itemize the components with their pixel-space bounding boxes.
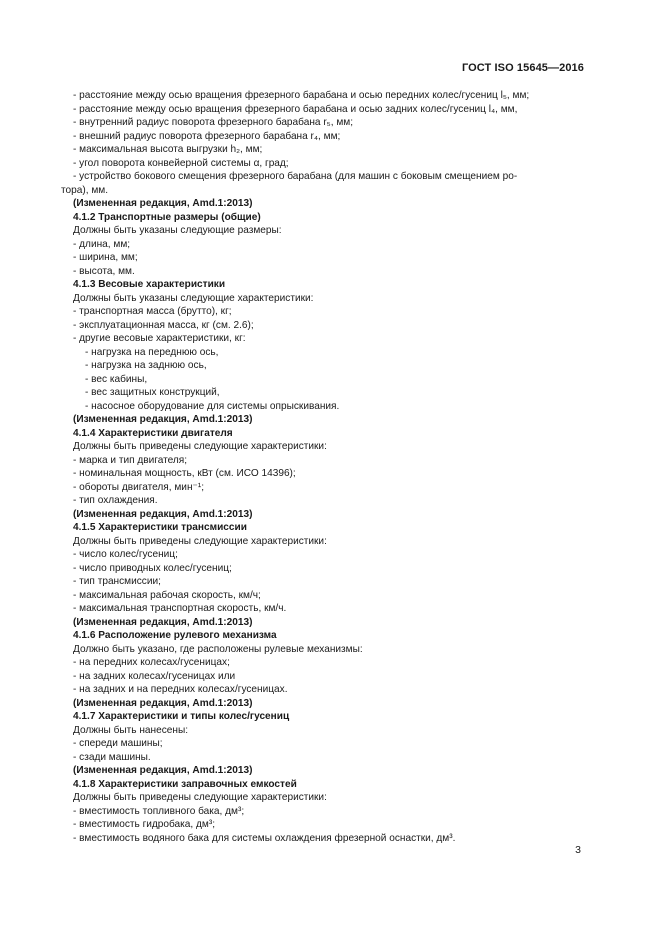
list-item: - угол поворота конвейерной системы α, град; [61,157,584,171]
list-item: - на задних колесах/гусеницах или [61,670,584,684]
list-item: - сзади машины. [61,751,584,765]
section-heading: 4.1.6 Расположение рулевого механизма [73,630,277,641]
list-item: - высота, мм. [61,265,584,279]
paragraph: Должно быть указано, где расположены рулевые механизмы: [73,643,363,655]
list-item: - внутренний радиус поворота фрезерного барабана r₅, мм; [61,116,584,130]
list-item: - расстояние между осью вращения фрезерного барабана и осью задних колес/гусениц l₄, мм, [61,103,584,117]
sub-list-item: - вес кабины, [61,373,584,387]
list-item: - вместимость гидробака, дм³; [61,818,584,832]
list-item: - максимальная высота выгрузки h₂, мм; [61,143,584,157]
section-heading: (Измененная редакция, Amd.1:2013) [73,616,253,628]
list-item: - спереди машины; [61,737,584,751]
sub-list-item: - насосное оборудование для системы опрыскивания. [61,400,584,414]
paragraph: Должны быть указаны следующие размеры: [73,225,282,236]
list-item: - марка и тип двигателя; [61,454,584,468]
list-item: - устройство бокового смещения фрезерного барабана (для машин с боковым смещением ро- [61,170,584,184]
paragraph: Должны быть приведены следующие характеристики: [73,535,327,547]
list-item: - обороты двигателя, мин⁻¹; [61,481,584,495]
section-heading: 4.1.8 Характеристики заправочных емкостей [73,778,297,790]
continuation-line: тора), мм. [61,184,109,196]
list-item: - тип трансмиссии; [61,575,584,589]
section-heading: (Измененная редакция, Amd.1:2013) [73,697,253,709]
list-item: - число приводных колес/гусениц; [61,562,584,576]
paragraph: Должны быть приведены следующие характеристики: [73,441,327,452]
list-item: - число колес/гусениц; [61,548,584,562]
list-item: - на передних колесах/гусеницах; [61,656,584,670]
section-heading: (Измененная редакция, Amd.1:2013) [73,508,253,520]
list-item: - эксплуатационная масса, кг (см. 2.6); [61,319,584,333]
sub-list-item: - нагрузка на заднюю ось, [61,359,584,373]
paragraph: Должны быть нанесены: [73,724,189,736]
list-item: - длина, мм; [61,238,584,252]
list-item: - расстояние между осью вращения фрезерного барабана и осью передних колес/гусениц l₅, мм; [61,89,584,103]
section-heading: (Измененная редакция, Amd.1:2013) [73,414,253,425]
paragraph: Должны быть указаны следующие характеристики: [73,292,314,304]
document-body [61,89,584,845]
section-heading: 4.1.7 Характеристики и типы колес/гусениц [73,711,290,722]
section-heading: 4.1.3 Весовые характеристики [73,279,226,290]
list-item: - ширина, мм; [61,251,584,265]
list-item: - максимальная транспортная скорость, км/ч. [61,602,584,616]
paragraph: Должны быть приведены следующие характеристики: [73,792,327,803]
section-heading: 4.1.4 Характеристики двигателя [73,427,233,439]
list-item: - другие весовые характеристики, кг: [61,332,584,346]
list-item: - вместимость топливного бака, дм³; [61,805,584,819]
list-item: - тип охлаждения. [61,494,584,508]
sub-list-item: - вес защитных конструкций, [61,386,584,400]
list-item: - на задних и на передних колесах/гусеницах. [61,683,584,697]
section-heading: 4.1.5 Характеристики трансмиссии [73,522,247,533]
section-heading: (Измененная редакция, Amd.1:2013) [73,198,253,209]
list-item: - внешний радиус поворота фрезерного барабана r₄, мм; [61,130,584,144]
list-item: - вместимость водяного бака для системы охлаждения фрезерной оснастки, дм³. [61,832,584,846]
list-item: - транспортная масса (брутто), кг; [61,305,584,319]
list-item: - максимальная рабочая скорость, км/ч; [61,589,584,603]
document-header: ГОСТ ISO 15645—2016 [461,62,584,74]
sub-list-item: - нагрузка на переднюю ось, [61,346,584,360]
section-heading: (Измененная редакция, Amd.1:2013) [73,765,253,776]
page-number: 3 [575,844,581,856]
list-item: - номинальная мощность, кВт (см. ИСО 14396); [61,467,584,481]
section-heading: 4.1.2 Транспортные размеры (общие) [73,211,261,223]
